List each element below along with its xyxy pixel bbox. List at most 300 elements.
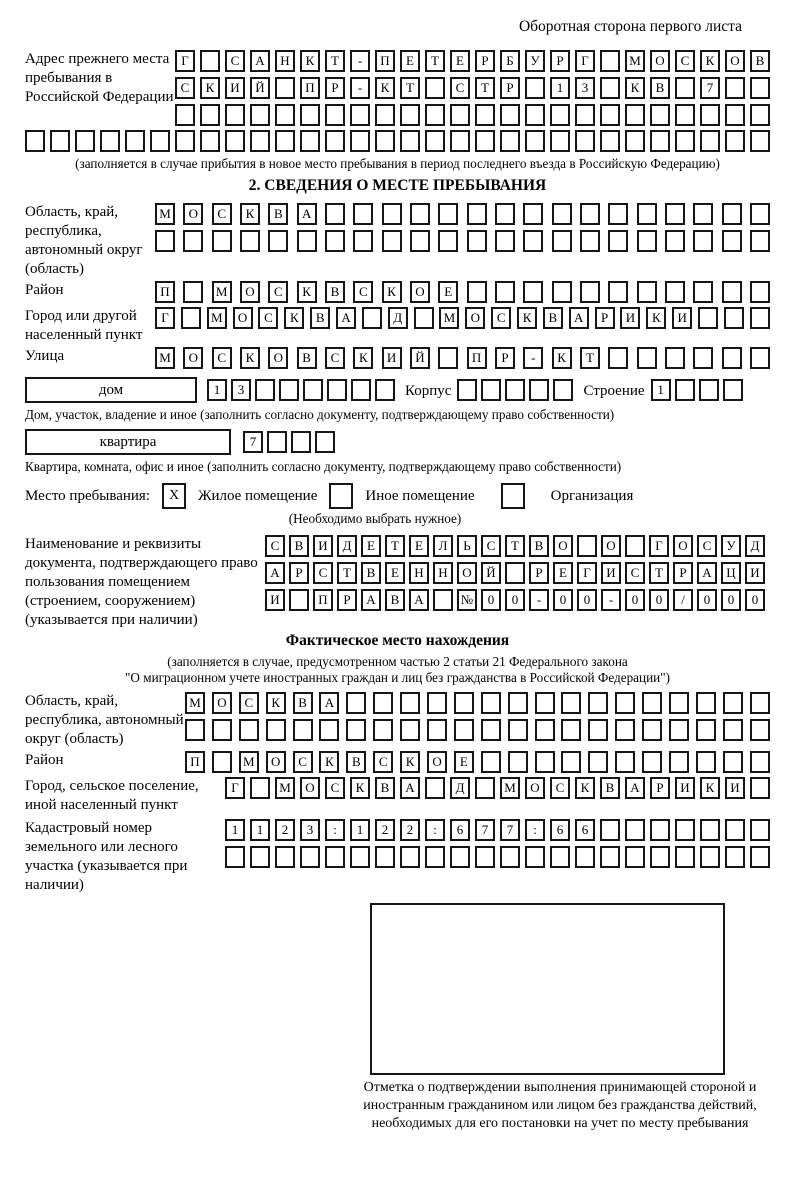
char-cell[interactable] <box>600 846 620 868</box>
char-cell[interactable]: 1 <box>651 379 671 401</box>
char-cell[interactable] <box>615 692 635 714</box>
char-cell[interactable]: 1 <box>250 819 270 841</box>
char-cell[interactable]: К <box>200 77 220 99</box>
char-cell[interactable] <box>212 230 232 252</box>
char-cell[interactable]: С <box>550 777 570 799</box>
char-cell[interactable] <box>725 130 745 152</box>
char-cell[interactable] <box>250 104 270 126</box>
char-cell[interactable]: А <box>400 777 420 799</box>
char-cell[interactable] <box>250 777 270 799</box>
char-cell[interactable] <box>561 719 581 741</box>
char-cell[interactable]: Р <box>500 77 520 99</box>
char-cell[interactable]: О <box>233 307 253 329</box>
char-cell[interactable] <box>525 130 545 152</box>
char-cell[interactable]: В <box>325 281 345 303</box>
char-cell[interactable]: П <box>467 347 487 369</box>
char-cell[interactable]: А <box>697 562 717 584</box>
char-cell[interactable] <box>642 719 662 741</box>
char-cell[interactable] <box>696 692 716 714</box>
char-cell[interactable]: К <box>646 307 666 329</box>
char-cell[interactable]: Р <box>550 50 570 72</box>
char-cell[interactable] <box>693 203 713 225</box>
char-cell[interactable] <box>438 347 458 369</box>
char-cell[interactable] <box>351 379 371 401</box>
char-cell[interactable] <box>183 281 203 303</box>
char-cell[interactable]: С <box>625 562 645 584</box>
char-cell[interactable] <box>700 130 720 152</box>
char-cell[interactable] <box>750 104 770 126</box>
char-cell[interactable] <box>350 130 370 152</box>
char-cell[interactable] <box>637 347 657 369</box>
char-cell[interactable] <box>450 130 470 152</box>
char-cell[interactable] <box>725 846 745 868</box>
char-cell[interactable] <box>467 230 487 252</box>
char-cell[interactable] <box>637 230 657 252</box>
char-cell[interactable]: 6 <box>575 819 595 841</box>
char-cell[interactable] <box>725 819 745 841</box>
char-cell[interactable] <box>675 819 695 841</box>
char-cell[interactable]: В <box>543 307 563 329</box>
char-cell[interactable] <box>625 535 645 557</box>
char-cell[interactable]: М <box>155 347 175 369</box>
char-cell[interactable] <box>575 846 595 868</box>
char-cell[interactable]: В <box>600 777 620 799</box>
char-cell[interactable]: И <box>672 307 692 329</box>
char-cell[interactable] <box>750 130 770 152</box>
char-cell[interactable]: Р <box>289 562 309 584</box>
char-cell[interactable] <box>505 562 525 584</box>
char-cell[interactable] <box>225 846 245 868</box>
char-cell[interactable]: - <box>523 347 543 369</box>
char-cell[interactable]: 0 <box>745 589 765 611</box>
char-cell[interactable]: К <box>350 777 370 799</box>
char-cell[interactable] <box>175 130 195 152</box>
char-cell[interactable]: Д <box>450 777 470 799</box>
char-cell[interactable] <box>425 846 445 868</box>
char-cell[interactable] <box>481 719 501 741</box>
char-cell[interactable]: Т <box>425 50 445 72</box>
char-cell[interactable] <box>600 819 620 841</box>
char-cell[interactable]: Р <box>650 777 670 799</box>
char-cell[interactable] <box>450 846 470 868</box>
char-cell[interactable]: Е <box>400 50 420 72</box>
char-cell[interactable] <box>561 692 581 714</box>
char-cell[interactable]: 0 <box>505 589 525 611</box>
char-cell[interactable] <box>600 130 620 152</box>
char-cell[interactable] <box>608 203 628 225</box>
char-cell[interactable]: Н <box>409 562 429 584</box>
char-cell[interactable] <box>200 130 220 152</box>
char-cell[interactable] <box>268 230 288 252</box>
char-cell[interactable] <box>525 77 545 99</box>
char-cell[interactable] <box>675 379 695 401</box>
char-cell[interactable] <box>523 203 543 225</box>
char-cell[interactable]: Й <box>481 562 501 584</box>
char-cell[interactable] <box>275 846 295 868</box>
char-cell[interactable] <box>580 281 600 303</box>
char-cell[interactable]: О <box>410 281 430 303</box>
char-cell[interactable]: Н <box>275 50 295 72</box>
char-cell[interactable] <box>723 692 743 714</box>
char-cell[interactable]: 2 <box>375 819 395 841</box>
char-cell[interactable]: Р <box>337 589 357 611</box>
char-cell[interactable] <box>722 281 742 303</box>
char-cell[interactable] <box>212 751 232 773</box>
char-cell[interactable] <box>250 846 270 868</box>
char-cell[interactable]: Т <box>649 562 669 584</box>
char-cell[interactable] <box>250 130 270 152</box>
char-cell[interactable]: / <box>673 589 693 611</box>
char-cell[interactable]: Р <box>529 562 549 584</box>
char-cell[interactable]: И <box>745 562 765 584</box>
char-cell[interactable] <box>425 104 445 126</box>
char-cell[interactable] <box>400 846 420 868</box>
char-cell[interactable] <box>481 692 501 714</box>
char-cell[interactable]: О <box>183 347 203 369</box>
char-cell[interactable] <box>580 230 600 252</box>
char-cell[interactable] <box>693 347 713 369</box>
char-cell[interactable] <box>239 719 259 741</box>
char-cell[interactable]: Т <box>325 50 345 72</box>
char-cell[interactable] <box>454 719 474 741</box>
char-cell[interactable]: У <box>525 50 545 72</box>
char-cell[interactable] <box>500 130 520 152</box>
char-cell[interactable] <box>291 431 311 453</box>
char-cell[interactable] <box>275 77 295 99</box>
char-cell[interactable] <box>467 281 487 303</box>
char-cell[interactable] <box>425 130 445 152</box>
char-cell[interactable]: 0 <box>649 589 669 611</box>
char-cell[interactable]: Т <box>580 347 600 369</box>
char-cell[interactable] <box>267 431 287 453</box>
char-cell[interactable]: Р <box>673 562 693 584</box>
char-cell[interactable]: Л <box>433 535 453 557</box>
char-cell[interactable]: В <box>361 562 381 584</box>
char-cell[interactable] <box>675 104 695 126</box>
char-cell[interactable] <box>750 751 770 773</box>
char-cell[interactable] <box>500 104 520 126</box>
char-cell[interactable]: У <box>721 535 741 557</box>
char-cell[interactable]: - <box>350 77 370 99</box>
char-cell[interactable] <box>696 751 716 773</box>
char-cell[interactable] <box>608 230 628 252</box>
char-cell[interactable]: О <box>465 307 485 329</box>
char-cell[interactable] <box>100 130 120 152</box>
char-cell[interactable] <box>266 719 286 741</box>
char-cell[interactable]: С <box>491 307 511 329</box>
char-cell[interactable] <box>650 104 670 126</box>
char-cell[interactable] <box>723 719 743 741</box>
char-cell[interactable]: К <box>240 203 260 225</box>
char-cell[interactable]: М <box>207 307 227 329</box>
char-cell[interactable] <box>300 846 320 868</box>
char-cell[interactable]: С <box>212 203 232 225</box>
char-cell[interactable]: О <box>601 535 621 557</box>
char-cell[interactable] <box>375 104 395 126</box>
char-cell[interactable]: С <box>373 751 393 773</box>
char-cell[interactable]: В <box>268 203 288 225</box>
char-cell[interactable] <box>373 692 393 714</box>
char-cell[interactable]: К <box>700 50 720 72</box>
char-cell[interactable] <box>200 104 220 126</box>
char-cell[interactable] <box>400 692 420 714</box>
char-cell[interactable] <box>625 819 645 841</box>
char-cell[interactable]: А <box>250 50 270 72</box>
char-cell[interactable] <box>750 77 770 99</box>
char-cell[interactable]: С <box>313 562 333 584</box>
char-cell[interactable] <box>615 751 635 773</box>
char-cell[interactable]: Е <box>438 281 458 303</box>
char-cell[interactable] <box>181 307 201 329</box>
char-cell[interactable]: 3 <box>575 77 595 99</box>
char-cell[interactable] <box>550 130 570 152</box>
char-cell[interactable]: Р <box>595 307 615 329</box>
char-cell[interactable]: Д <box>337 535 357 557</box>
char-cell[interactable]: Й <box>250 77 270 99</box>
char-cell[interactable] <box>637 281 657 303</box>
char-cell[interactable] <box>508 751 528 773</box>
char-cell[interactable] <box>327 379 347 401</box>
char-cell[interactable] <box>535 751 555 773</box>
char-cell[interactable]: В <box>750 50 770 72</box>
char-cell[interactable] <box>625 846 645 868</box>
char-cell[interactable] <box>275 130 295 152</box>
char-cell[interactable] <box>433 589 453 611</box>
char-cell[interactable]: 7 <box>243 431 263 453</box>
char-cell[interactable] <box>608 281 628 303</box>
char-cell[interactable]: С <box>353 281 373 303</box>
char-cell[interactable]: Г <box>225 777 245 799</box>
char-cell[interactable] <box>400 719 420 741</box>
char-cell[interactable] <box>425 77 445 99</box>
char-cell[interactable] <box>665 347 685 369</box>
char-cell[interactable] <box>325 104 345 126</box>
char-cell[interactable]: И <box>313 535 333 557</box>
char-cell[interactable]: С <box>268 281 288 303</box>
char-cell[interactable] <box>675 846 695 868</box>
char-cell[interactable] <box>373 719 393 741</box>
char-cell[interactable] <box>508 719 528 741</box>
char-cell[interactable] <box>535 692 555 714</box>
char-cell[interactable] <box>552 230 572 252</box>
char-cell[interactable] <box>665 281 685 303</box>
char-cell[interactable]: К <box>400 751 420 773</box>
char-cell[interactable]: П <box>185 751 205 773</box>
char-cell[interactable]: О <box>525 777 545 799</box>
char-cell[interactable]: Е <box>553 562 573 584</box>
char-cell[interactable] <box>325 203 345 225</box>
stay-option-organization-checkbox[interactable] <box>501 483 525 509</box>
char-cell[interactable] <box>325 230 345 252</box>
char-cell[interactable]: С <box>175 77 195 99</box>
char-cell[interactable]: Е <box>385 562 405 584</box>
char-cell[interactable]: О <box>268 347 288 369</box>
char-cell[interactable] <box>300 130 320 152</box>
char-cell[interactable] <box>669 692 689 714</box>
char-cell[interactable]: А <box>336 307 356 329</box>
char-cell[interactable] <box>400 130 420 152</box>
char-cell[interactable]: : <box>525 819 545 841</box>
char-cell[interactable]: С <box>225 50 245 72</box>
char-cell[interactable]: Г <box>175 50 195 72</box>
char-cell[interactable] <box>675 130 695 152</box>
char-cell[interactable]: Г <box>649 535 669 557</box>
char-cell[interactable]: Ь <box>457 535 477 557</box>
char-cell[interactable] <box>353 230 373 252</box>
char-cell[interactable]: О <box>266 751 286 773</box>
char-cell[interactable]: М <box>239 751 259 773</box>
char-cell[interactable] <box>750 230 770 252</box>
char-cell[interactable] <box>50 130 70 152</box>
char-cell[interactable] <box>588 751 608 773</box>
char-cell[interactable] <box>580 203 600 225</box>
char-cell[interactable]: Г <box>577 562 597 584</box>
char-cell[interactable] <box>698 307 718 329</box>
char-cell[interactable]: А <box>265 562 285 584</box>
char-cell[interactable] <box>155 230 175 252</box>
char-cell[interactable] <box>588 692 608 714</box>
char-cell[interactable]: О <box>553 535 573 557</box>
char-cell[interactable] <box>475 777 495 799</box>
char-cell[interactable] <box>693 230 713 252</box>
char-cell[interactable] <box>346 719 366 741</box>
char-cell[interactable] <box>410 203 430 225</box>
char-cell[interactable]: 0 <box>553 589 573 611</box>
char-cell[interactable] <box>375 846 395 868</box>
char-cell[interactable] <box>450 104 470 126</box>
char-cell[interactable] <box>525 846 545 868</box>
char-cell[interactable] <box>700 846 720 868</box>
char-cell[interactable]: К <box>240 347 260 369</box>
char-cell[interactable]: 2 <box>275 819 295 841</box>
char-cell[interactable]: И <box>265 589 285 611</box>
char-cell[interactable]: С <box>697 535 717 557</box>
char-cell[interactable] <box>414 307 434 329</box>
char-cell[interactable] <box>625 130 645 152</box>
char-cell[interactable] <box>495 203 515 225</box>
char-cell[interactable] <box>700 819 720 841</box>
char-cell[interactable]: А <box>569 307 589 329</box>
char-cell[interactable] <box>382 230 402 252</box>
char-cell[interactable] <box>346 692 366 714</box>
char-cell[interactable] <box>400 104 420 126</box>
char-cell[interactable] <box>722 230 742 252</box>
char-cell[interactable]: К <box>517 307 537 329</box>
char-cell[interactable]: К <box>625 77 645 99</box>
char-cell[interactable]: Г <box>155 307 175 329</box>
char-cell[interactable]: Т <box>475 77 495 99</box>
char-cell[interactable] <box>600 104 620 126</box>
char-cell[interactable] <box>725 77 745 99</box>
char-cell[interactable]: С <box>265 535 285 557</box>
char-cell[interactable] <box>350 104 370 126</box>
char-cell[interactable]: Т <box>385 535 405 557</box>
char-cell[interactable]: Е <box>450 50 470 72</box>
char-cell[interactable] <box>200 50 220 72</box>
char-cell[interactable] <box>475 130 495 152</box>
char-cell[interactable]: С <box>293 751 313 773</box>
char-cell[interactable] <box>750 347 770 369</box>
char-cell[interactable]: 2 <box>400 819 420 841</box>
char-cell[interactable] <box>523 230 543 252</box>
char-cell[interactable]: В <box>650 77 670 99</box>
char-cell[interactable] <box>375 379 395 401</box>
char-cell[interactable]: В <box>385 589 405 611</box>
char-cell[interactable]: А <box>297 203 317 225</box>
char-cell[interactable] <box>185 719 205 741</box>
char-cell[interactable]: Т <box>400 77 420 99</box>
char-cell[interactable] <box>325 846 345 868</box>
char-cell[interactable] <box>225 130 245 152</box>
char-cell[interactable]: 0 <box>577 589 597 611</box>
char-cell[interactable]: В <box>293 692 313 714</box>
char-cell[interactable]: К <box>382 281 402 303</box>
char-cell[interactable]: О <box>673 535 693 557</box>
char-cell[interactable]: Н <box>433 562 453 584</box>
char-cell[interactable]: О <box>240 281 260 303</box>
char-cell[interactable] <box>319 719 339 741</box>
char-cell[interactable] <box>175 104 195 126</box>
char-cell[interactable]: К <box>552 347 572 369</box>
char-cell[interactable]: Р <box>495 347 515 369</box>
char-cell[interactable] <box>240 230 260 252</box>
char-cell[interactable]: М <box>212 281 232 303</box>
char-cell[interactable] <box>600 50 620 72</box>
char-cell[interactable] <box>183 230 203 252</box>
char-cell[interactable] <box>454 692 474 714</box>
char-cell[interactable]: А <box>409 589 429 611</box>
char-cell[interactable] <box>535 719 555 741</box>
char-cell[interactable]: К <box>284 307 304 329</box>
char-cell[interactable] <box>150 130 170 152</box>
char-cell[interactable]: № <box>457 589 477 611</box>
char-cell[interactable] <box>125 130 145 152</box>
char-cell[interactable]: 0 <box>481 589 501 611</box>
char-cell[interactable] <box>427 692 447 714</box>
char-cell[interactable]: В <box>346 751 366 773</box>
char-cell[interactable] <box>297 230 317 252</box>
char-cell[interactable]: К <box>319 751 339 773</box>
char-cell[interactable]: И <box>725 777 745 799</box>
char-cell[interactable] <box>575 104 595 126</box>
char-cell[interactable]: 0 <box>697 589 717 611</box>
char-cell[interactable]: С <box>481 535 501 557</box>
char-cell[interactable]: М <box>275 777 295 799</box>
char-cell[interactable]: В <box>310 307 330 329</box>
char-cell[interactable]: Р <box>475 50 495 72</box>
char-cell[interactable]: 3 <box>300 819 320 841</box>
char-cell[interactable]: О <box>427 751 447 773</box>
char-cell[interactable]: Р <box>325 77 345 99</box>
char-cell[interactable]: П <box>375 50 395 72</box>
char-cell[interactable]: 1 <box>350 819 370 841</box>
char-cell[interactable]: Й <box>410 347 430 369</box>
char-cell[interactable] <box>552 203 572 225</box>
char-cell[interactable] <box>481 751 501 773</box>
char-cell[interactable] <box>275 104 295 126</box>
char-cell[interactable]: О <box>725 50 745 72</box>
char-cell[interactable]: М <box>439 307 459 329</box>
char-cell[interactable] <box>722 347 742 369</box>
char-cell[interactable]: Б <box>500 50 520 72</box>
char-cell[interactable] <box>637 203 657 225</box>
char-cell[interactable] <box>723 751 743 773</box>
char-cell[interactable]: В <box>297 347 317 369</box>
char-cell[interactable] <box>293 719 313 741</box>
char-cell[interactable] <box>481 379 501 401</box>
char-cell[interactable] <box>615 719 635 741</box>
char-cell[interactable] <box>750 777 770 799</box>
